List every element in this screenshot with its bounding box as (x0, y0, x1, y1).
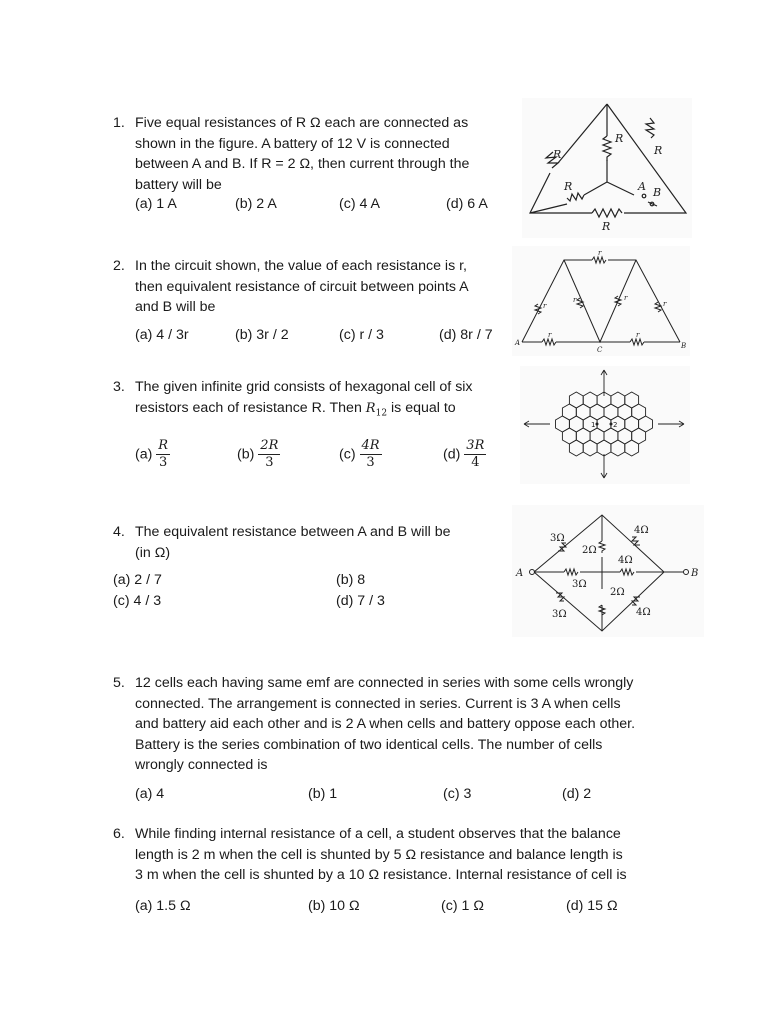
option-b[interactable]: (b) $\frac{2R}{3}$ (237, 438, 279, 470)
fig1-label-r: R (615, 132, 624, 145)
figure-1-triangle-circuit (522, 98, 692, 238)
fig1-label-r: R (564, 180, 573, 193)
option-d[interactable]: (d) 8r / 7 (439, 327, 493, 343)
option-b[interactable]: (b) 2 A (235, 196, 277, 212)
fraction: $\frac{R}{3}$ (158, 438, 169, 470)
figure-2-bridge-circuit (512, 246, 690, 356)
option-a[interactable]: (a) 1.5 Ω (135, 898, 191, 914)
option-d[interactable]: (d) $\frac{3R}{4}$ (443, 438, 485, 470)
fig1-label-b: B (653, 186, 662, 199)
fig4-label: 2Ω (610, 587, 625, 598)
fig2-label-r: r (663, 300, 667, 308)
option-c[interactable]: (c) 4 A (339, 196, 380, 212)
fig2-label-a: A (515, 339, 521, 347)
fig1-label-r: R (654, 144, 663, 157)
option-b[interactable]: (b) 8 (336, 572, 366, 588)
fig4-label: 4Ω (618, 555, 633, 566)
question-text: The equivalent resistance between A and B will be (in Ω) (135, 524, 451, 561)
fig2-label-b: B (681, 342, 687, 350)
question-text: Five equal resistances of R Ω each are connected as shown in the figure. A battery of 12 V is connected between A and B. If R = 2 Ω, then current through the battery will be (135, 115, 470, 193)
figure-3-hexagonal-grid (520, 366, 690, 484)
fig1-label-r: R (553, 148, 562, 161)
fig2-label-r: r (543, 302, 547, 310)
hex-cell (611, 440, 625, 456)
hex-cell (569, 440, 583, 456)
option-a[interactable]: (a) 4 (135, 786, 165, 802)
fig1-label-a: A (638, 180, 646, 193)
fig2-label-r: r (624, 294, 628, 302)
fig4-label-a: A (516, 568, 524, 579)
option-c[interactable]: (c) $\frac{4R}{3}$ (339, 438, 380, 470)
fig4-label: 4Ω (636, 607, 651, 618)
option-c[interactable]: (c) r / 3 (339, 327, 384, 343)
option-a[interactable]: (a) 2 / 7 (113, 572, 162, 588)
question-number: 5. (113, 675, 125, 691)
fig4-label: 3Ω (550, 533, 565, 544)
fig3-node-1: 1 (591, 421, 596, 429)
fig1-label-r: R (602, 220, 611, 233)
question-number: 6. (113, 826, 125, 842)
fig4-label-b: B (691, 568, 699, 579)
fraction: $\frac{2R}{3}$ (260, 438, 279, 470)
option-b[interactable]: (b) 3r / 2 (235, 327, 289, 343)
option-d[interactable]: (d) 6 A (446, 196, 488, 212)
question-text: The given infinite grid consists of hexagonal cell of six resistors each of resistance R. Then $R_{12}$ is equal to (135, 379, 473, 419)
symbol-r12: $R_{12}$ (365, 400, 388, 419)
fig2-label-c: C (597, 346, 603, 354)
hex-cell (583, 440, 597, 456)
hex-cell (597, 440, 611, 456)
fig2-label-r: r (598, 249, 602, 257)
hex-cell (625, 440, 639, 456)
option-b[interactable]: (b) 10 Ω (308, 898, 360, 914)
option-c[interactable]: (c) 4 / 3 (113, 593, 162, 609)
fig4-label: 3Ω (572, 579, 587, 590)
question-number: 2. (113, 258, 125, 274)
option-a[interactable]: (a) 4 / 3r (135, 327, 189, 343)
option-d[interactable]: (d) 2 (562, 786, 592, 802)
option-a[interactable]: (a) 1 A (135, 196, 177, 212)
question-number: 4. (113, 524, 125, 540)
option-c[interactable]: (c) 1 Ω (441, 898, 484, 914)
option-d[interactable]: (d) 15 Ω (566, 898, 618, 914)
fig3-node-2: 2 (613, 421, 618, 429)
fig2-label-r: r (548, 331, 552, 339)
figure-4-diamond-network (512, 505, 704, 637)
option-b[interactable]: (b) 1 (308, 786, 338, 802)
question-text: While finding internal resistance of a cell, a student observes that the balance length is 2 m when the cell is shunted by 5 Ω resistance and balance length is 3 m when the cell is shunted by a 10 Ω resistance. Internal resistance of cell is (135, 826, 627, 883)
option-a[interactable]: (a) $\frac{R}{3}$ (135, 438, 169, 470)
fig4-label: 3Ω (552, 609, 567, 620)
option-c[interactable]: (c) 3 (443, 786, 472, 802)
fig2-label-r: r (573, 296, 577, 304)
option-d[interactable]: (d) 7 / 3 (336, 593, 385, 609)
fraction: $\frac{4R}{3}$ (361, 438, 380, 470)
fraction: $\frac{3R}{4}$ (466, 438, 485, 470)
fig4-label: 4Ω (634, 525, 649, 536)
question-text: 12 cells each having same emf are connected in series with some cells wrongly connected. The arrangement is connected in series. Current is 3 A when cells and battery aid each other and is 2 A when cells and battery oppose each other. Battery is the series combination of two identical cells. The number of cells wrongly connected is (135, 675, 636, 773)
question-number: 1. (113, 115, 125, 131)
fig4-label: 2Ω (582, 545, 597, 556)
fig2-label-r: r (636, 331, 640, 339)
question-text: In the circuit shown, the value of each resistance is r, then equivalent resistance of circuit between points A and B will be (135, 258, 469, 315)
question-number: 3. (113, 379, 125, 395)
